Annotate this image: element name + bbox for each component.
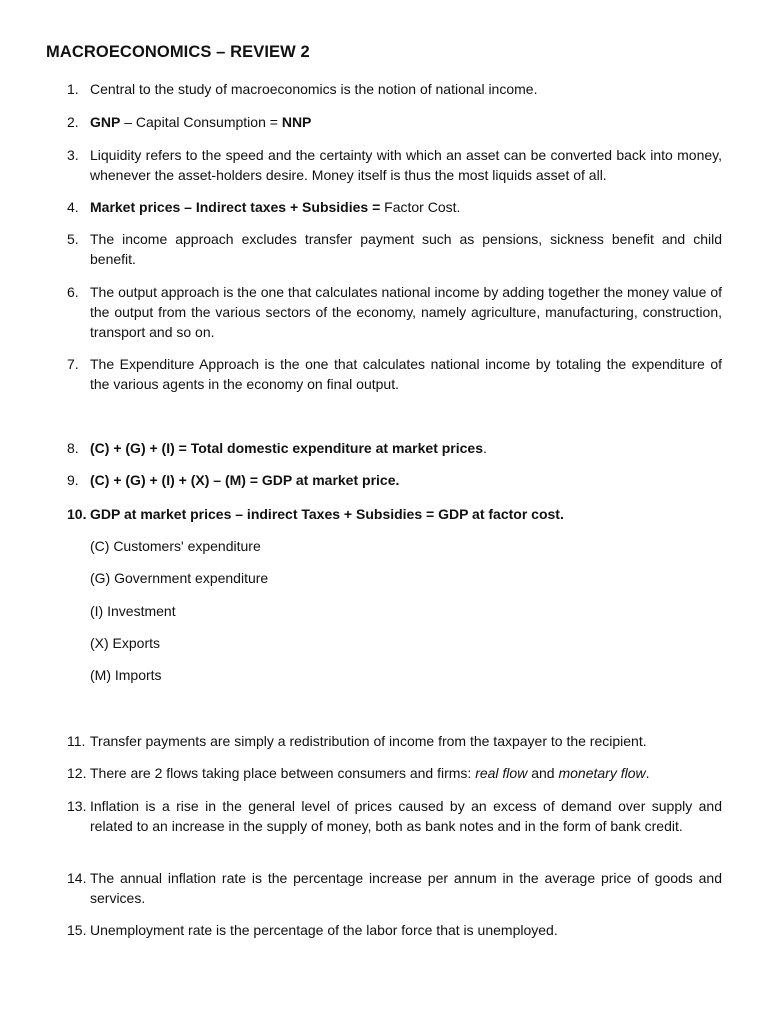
item-text-bold: Market prices – Indirect taxes + Subsidies = bbox=[90, 199, 385, 215]
list-item-11 bbox=[46, 731, 722, 751]
item-number: 3. bbox=[67, 147, 79, 163]
item-text bbox=[90, 112, 722, 132]
item-text: The income approach excludes transfer payment such as pensions, sickness benefit and child benefit. bbox=[90, 231, 722, 267]
item-number: 13. bbox=[67, 798, 87, 814]
item-number: 7. bbox=[67, 356, 79, 372]
list-item-10 bbox=[46, 504, 722, 524]
legend-item-m: (M) Imports bbox=[90, 667, 162, 683]
item-number: 14. bbox=[67, 870, 87, 886]
item-text: Unemployment rate is the percentage of the labor force that is unemployed. bbox=[90, 922, 558, 938]
item-text-part: . bbox=[483, 440, 487, 456]
item-number: 8. bbox=[67, 440, 79, 456]
list-item-9 bbox=[46, 470, 722, 490]
page-title: MACROECONOMICS – REVIEW 2 bbox=[46, 43, 310, 61]
list-item-8 bbox=[46, 438, 722, 458]
item-text-part: . bbox=[645, 765, 650, 781]
item-text bbox=[90, 504, 722, 524]
item-number: 9. bbox=[67, 472, 79, 488]
item-number: 6. bbox=[67, 284, 79, 300]
real-flow-term: real flow bbox=[475, 765, 528, 781]
item-number: 2. bbox=[67, 114, 79, 130]
legend-item-c: (C) Customers' expenditure bbox=[90, 538, 261, 554]
item-text: Transfer payments are simply a redistribution of income from the taxpayer to the recipient. bbox=[90, 733, 647, 749]
item-text-part: and bbox=[527, 765, 559, 781]
list-item-4 bbox=[46, 197, 722, 217]
item-text bbox=[90, 763, 722, 783]
nnp-term: NNP bbox=[281, 114, 312, 130]
item-text-bold: (C) + (G) + (I) = Total domestic expenditure at market prices bbox=[90, 440, 484, 456]
legend-item-i: (I) Investment bbox=[90, 603, 176, 619]
item-number: 11. bbox=[67, 733, 86, 749]
monetary-flow-term: monetary flow bbox=[558, 765, 646, 781]
list-item-5 bbox=[46, 229, 722, 269]
list-item-13 bbox=[46, 796, 722, 836]
item-number: 4. bbox=[67, 199, 79, 215]
item-text: Central to the study of macroeconomics is the notion of national income. bbox=[90, 81, 538, 97]
item-text bbox=[90, 197, 722, 217]
list-item-2 bbox=[46, 112, 722, 132]
item-text bbox=[90, 470, 722, 490]
item-number: 10. bbox=[67, 506, 87, 522]
list-item-12 bbox=[46, 763, 722, 783]
item-text: Liquidity refers to the speed and the certainty with which an asset can be converted back into money, whenever the asset-holders desire. Money itself is thus the most liquids asset of all. bbox=[90, 147, 722, 183]
list-item-6 bbox=[46, 282, 722, 342]
item-text: The output approach is the one that calculates national income by adding together the money value of the output from the various sectors of the economy, namely agriculture, manufacturing, construction, transport and so on. bbox=[90, 284, 722, 340]
legend-item-x: (X) Exports bbox=[90, 635, 161, 651]
item-text: The annual inflation rate is the percentage increase per annum in the average price of goods and services. bbox=[90, 870, 722, 906]
gnp-term: GNP bbox=[90, 114, 121, 130]
item-number: 1. bbox=[67, 81, 79, 97]
item-text: The Expenditure Approach is the one that calculates national income by totaling the expenditure of the various agents in the economy on final output. bbox=[90, 356, 722, 392]
list-item-1 bbox=[46, 79, 722, 99]
item-text-part: Factor Cost. bbox=[384, 199, 461, 215]
list-item-7 bbox=[46, 354, 722, 394]
list-item-15 bbox=[46, 920, 722, 940]
legend-item-g: (G) Government expenditure bbox=[90, 570, 269, 586]
item-number: 15. bbox=[67, 922, 87, 938]
item-text-bold: GDP at market prices – indirect Taxes + Subsidies = GDP at factor cost. bbox=[90, 506, 564, 522]
item-number: 5. bbox=[67, 231, 79, 247]
item-text-part: – Capital Consumption = bbox=[120, 114, 282, 130]
item-text-part: There are 2 flows taking place between consumers and firms: bbox=[90, 765, 476, 781]
item-text: Inflation is a rise in the general level of prices caused by an excess of demand over supply and related to an increase in the supply of money, both as bank notes and in the form of bank credit. bbox=[90, 798, 722, 834]
item-text bbox=[90, 438, 722, 458]
list-item-3 bbox=[46, 145, 722, 185]
list-item-14 bbox=[46, 868, 722, 908]
item-number: 12. bbox=[67, 765, 87, 781]
item-text-bold: (C) + (G) + (I) + (X) – (M) = GDP at market price. bbox=[90, 472, 400, 488]
